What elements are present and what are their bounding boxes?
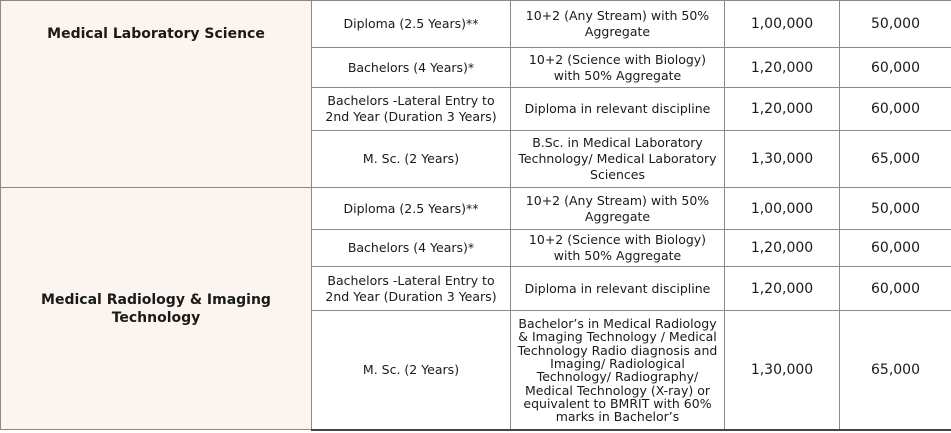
fee-cell: 1,00,000	[725, 188, 840, 230]
eligibility-cell: Diploma in relevant discipline	[511, 88, 725, 131]
fee-cell: 65,000	[840, 311, 951, 430]
table-row	[1, 1, 951, 48]
fee-cell: 1,00,000	[725, 1, 840, 48]
eligibility-cell: 10+2 (Any Stream) with 50% Aggregate	[511, 1, 725, 48]
program-name: Medical Radiology & Imaging Technology	[1, 188, 312, 430]
fee-cell: 60,000	[840, 230, 951, 267]
course-cell: Bachelors -Lateral Entry to 2nd Year (Duration 3 Years)	[312, 88, 511, 131]
fee-cell: 1,20,000	[725, 267, 840, 311]
eligibility-cell: 10+2 (Science with Biology) with 50% Aggregate	[511, 230, 725, 267]
table-row	[1, 188, 951, 230]
eligibility-cell: 10+2 (Any Stream) with 50% Aggregate	[511, 188, 725, 230]
fee-cell: 60,000	[840, 267, 951, 311]
fee-cell: 1,30,000	[725, 131, 840, 188]
eligibility-cell: Diploma in relevant discipline	[511, 267, 725, 311]
program-name: Medical Laboratory Science	[1, 1, 312, 188]
fee-cell: 1,20,000	[725, 230, 840, 267]
fee-cell: 60,000	[840, 88, 951, 131]
fee-cell: 65,000	[840, 131, 951, 188]
fee-cell: 1,20,000	[725, 88, 840, 131]
course-cell: Diploma (2.5 Years)**	[312, 1, 511, 48]
course-cell: Bachelors (4 Years)*	[312, 230, 511, 267]
fee-cell: 1,30,000	[725, 311, 840, 430]
course-cell: M. Sc. (2 Years)	[312, 311, 511, 430]
eligibility-cell: Bachelor’s in Medical Radiology & Imaging Technology / Medical Technology Radio diagnosis and Imaging/ Radiological Technology/ Radiography/ Medical Technology (X-ray) or equivalent to BMRIT with 60% marks in Bachelor’s	[511, 311, 725, 430]
course-cell: Diploma (2.5 Years)**	[312, 188, 511, 230]
course-cell: Bachelors (4 Years)*	[312, 48, 511, 88]
course-cell: Bachelors -Lateral Entry to 2nd Year (Duration 3 Years)	[312, 267, 511, 311]
eligibility-cell: B.Sc. in Medical Laboratory Technology/ Medical Laboratory Sciences	[511, 131, 725, 188]
fee-cell: 50,000	[840, 1, 951, 48]
fee-cell: 60,000	[840, 48, 951, 88]
course-cell: M. Sc. (2 Years)	[312, 131, 511, 188]
eligibility-cell: 10+2 (Science with Biology) with 50% Aggregate	[511, 48, 725, 88]
fee-cell: 50,000	[840, 188, 951, 230]
fee-cell: 1,20,000	[725, 48, 840, 88]
